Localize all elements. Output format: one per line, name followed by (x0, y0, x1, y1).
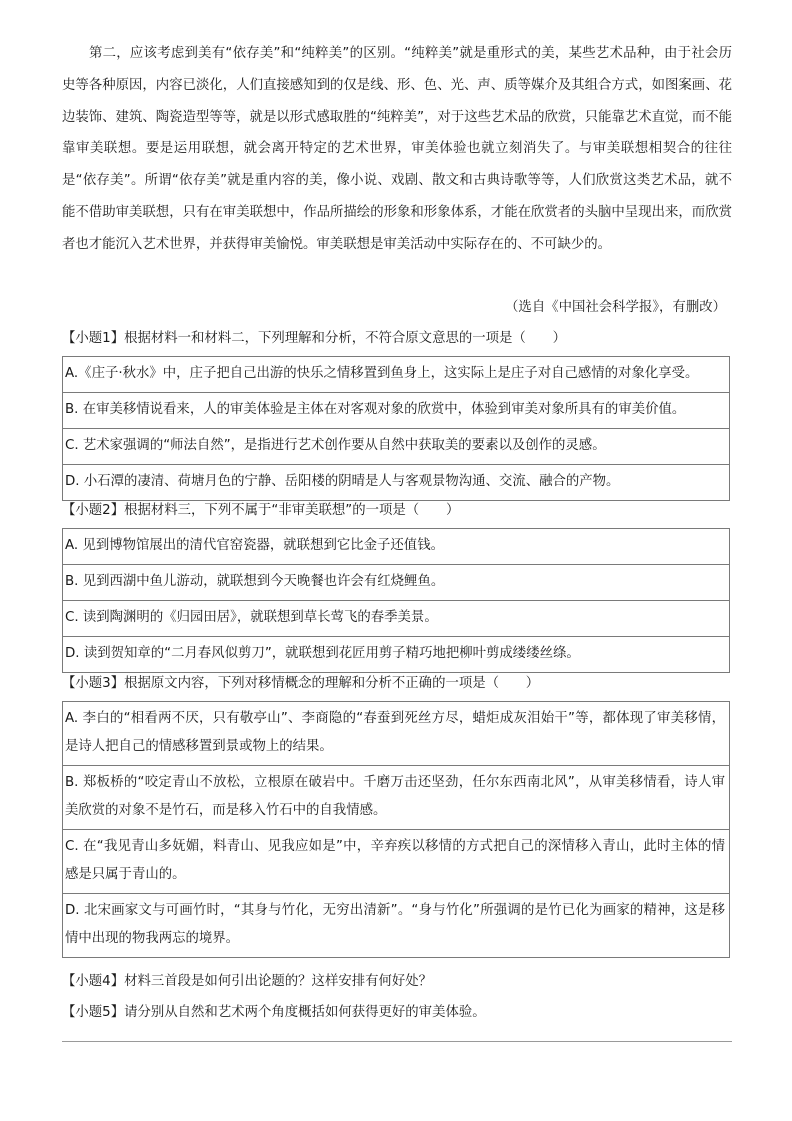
question-3-option-d[interactable]: D. 北宋画家文与可画竹时，“其身与竹化，无穷出清新”。“身与竹化”所强调的是竹已化为画家的精神，这是移情中出现的物我两忘的境界。 (63, 894, 730, 958)
question-2-title: 【小题2】根据材料三，下列不属于“非审美联想”的一项是（ ） (62, 503, 460, 518)
option-row (63, 830, 730, 894)
question-1-option-b[interactable]: B. 在审美移情说看来，人的审美体验是主体在对客观对象的欣赏中，体验到审美对象所具有的审美价值。 (63, 393, 730, 429)
source-citation: （选自《中国社会科学报》，有删改） (505, 300, 726, 315)
option-row (63, 766, 730, 830)
option-row (63, 565, 730, 601)
question-2-option-a[interactable]: A. 见到博物馆展出的清代官窑瓷器，就联想到它比金子还值钱。 (63, 529, 730, 565)
question-3-option-a[interactable]: A. 李白的“相看两不厌，只有敬亭山”、李商隐的“春蚕到死丝方尽，蜡炬成灰泪始干”等，都体现了审美移情，是诗人把自己的情感移置到景或物上的结果。 (63, 702, 730, 766)
question-1-option-d[interactable]: D. 小石潭的凄清、荷塘月色的宁静、岳阳楼的阴晴是人与客观景物沟通、交流、融合的产物。 (63, 465, 730, 501)
question-1-option-c[interactable]: C. 艺术家强调的“师法自然”，是指进行艺术创作要从自然中获取美的要素以及创作的灵感。 (63, 429, 730, 465)
option-row (63, 465, 730, 501)
option-row (63, 393, 730, 429)
question-2-options (62, 528, 730, 673)
question-3-option-b[interactable]: B. 郑板桥的“咬定青山不放松，立根原在破岩中。千磨万击还坚劲，任尔东西南北风”，从审美移情看，诗人审美欣赏的对象不是竹石，而是移入竹石中的自我情感。 (63, 766, 730, 830)
question-3-title: 【小题3】根据原文内容，下列对移情概念的理解和分析不正确的一项是（ ） (62, 676, 540, 691)
question-5-title: 【小题5】请分别从自然和艺术两个角度概括如何获得更好的审美体验。 (62, 1005, 486, 1020)
question-4-title: 【小题4】材料三首段是如何引出论题的？这样安排有何好处？ (62, 974, 433, 989)
question-1-options (62, 356, 730, 501)
option-row (63, 601, 730, 637)
option-row (63, 702, 730, 766)
option-row (63, 637, 730, 673)
question-2-option-b[interactable]: B. 见到西湖中鱼儿游动，就联想到今天晚餐也许会有红烧鲤鱼。 (63, 565, 730, 601)
question-3-options (62, 701, 730, 958)
bottom-divider (62, 1041, 732, 1042)
question-1-option-a[interactable]: A.《庄子·秋水》中，庄子把自己出游的快乐之情移置到鱼身上，这实际上是庄子对自己感情的对象化享受。 (63, 357, 730, 393)
option-row (63, 529, 730, 565)
question-1-title: 【小题1】根据材料一和材料二，下列理解和分析，不符合原文意思的一项是（ ） (62, 331, 566, 346)
option-row (63, 429, 730, 465)
passage-paragraph: 第二，应该考虑到美有“依存美”和“纯粹美”的区别。“纯粹美”就是重形式的美，某些艺术品种，由于社会历史等各种原因，内容已淡化，人们直接感知到的仅是线、形、色、光、声、质等媒介及其组合方式，如图案画、花边装饰、建筑、陶瓷造型等等，就是以形式感取胜的“纯粹美”，对于这些艺术品的欣赏，只能靠艺术直觉，而不能靠审美联想。要是运用联想，就会离开特定的艺术世界，审美体验也就立刻消失了。与审美联想相契合的往往是“依存美”。所谓“依存美”就是重内容的美，像小说、戏剧、散文和古典诗歌等等，人们欣赏这类艺术品，就不能不借助审美联想，只有在审美联想中，作品所描绘的形象和形象体系，才能在欣赏者的头脑中呈现出来，而欣赏者也才能沉入艺术世界，并获得审美愉悦。审美联想是审美活动中实际存在的、不可缺少的。 (62, 46, 733, 252)
question-3-option-c[interactable]: C. 在“我见青山多妩媚，料青山、见我应如是”中，辛弃疾以移情的方式把自己的深情移入青山，此时主体的情感是只属于青山的。 (63, 830, 730, 894)
option-row (63, 894, 730, 958)
question-2-option-c[interactable]: C. 读到陶渊明的《归园田居》，就联想到草长莺飞的春季美景。 (63, 601, 730, 637)
question-2-option-d[interactable]: D. 读到贺知章的“二月春风似剪刀”，就联想到花匠用剪子精巧地把柳叶剪成缕缕丝绦。 (63, 637, 730, 673)
option-row (63, 357, 730, 393)
